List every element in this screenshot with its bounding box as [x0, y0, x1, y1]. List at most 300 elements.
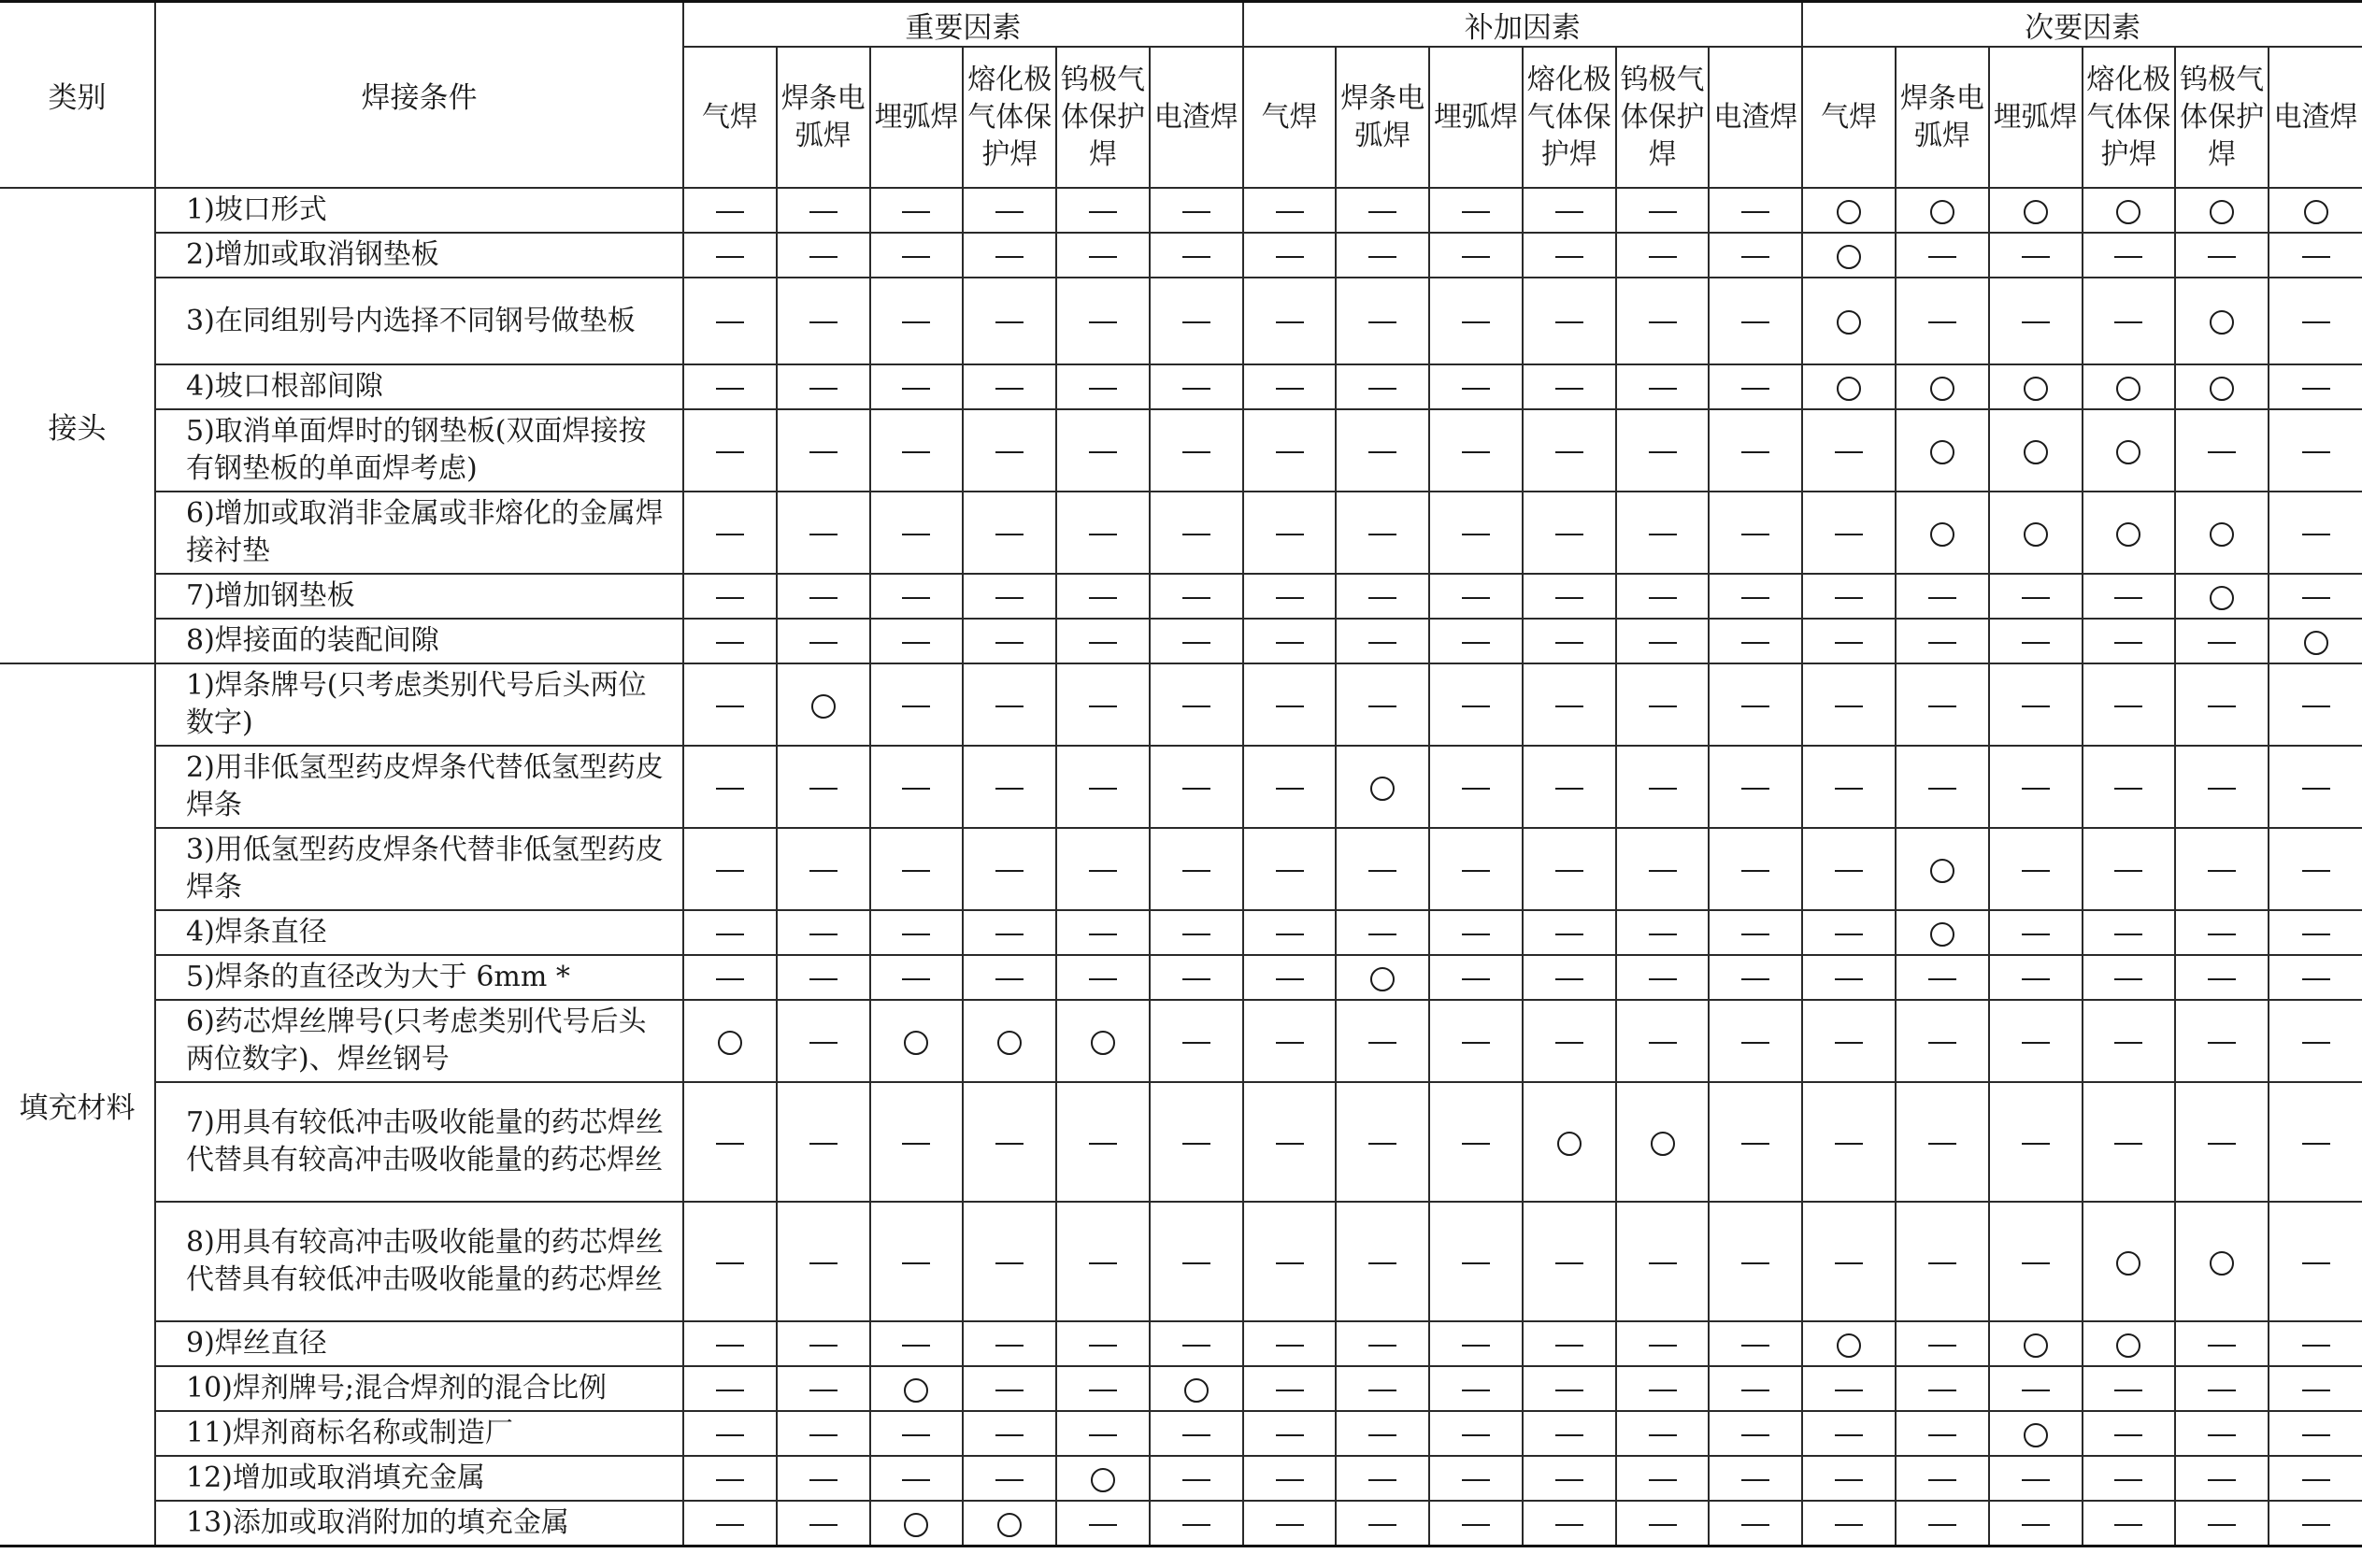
dash-mark — [1089, 256, 1117, 258]
mark-cell — [777, 1411, 870, 1456]
dash-mark — [1649, 1479, 1677, 1481]
dash-mark — [1276, 1390, 1304, 1391]
dash-mark — [809, 1434, 837, 1436]
circle-mark — [1930, 859, 1954, 883]
mark-cell — [1616, 1501, 1710, 1547]
dash-mark — [1928, 1479, 1956, 1481]
method-header: 钨极气体保护焊 — [1056, 47, 1150, 188]
dash-mark — [995, 1390, 1024, 1391]
dash-mark — [2302, 788, 2330, 790]
dash-mark — [2302, 1143, 2330, 1145]
dash-mark — [1089, 870, 1117, 872]
mark-cell — [1616, 1321, 1710, 1366]
mark-cell — [1150, 1202, 1243, 1321]
table-row — [0, 1202, 2362, 1321]
mark-cell — [1989, 233, 2083, 278]
dash-mark — [2022, 978, 2050, 980]
mark-cell — [1523, 409, 1616, 492]
mark-cell — [683, 910, 777, 955]
condition-cell: 6)药芯焊丝牌号(只考虑类别代号后头两位数字)、焊丝钢号 — [155, 1000, 683, 1082]
mark-cell — [1896, 1000, 1989, 1082]
mark-cell — [963, 828, 1056, 910]
mark-cell — [1056, 574, 1150, 619]
dash-mark — [809, 1042, 837, 1044]
dash-mark — [1835, 870, 1863, 872]
dash-mark — [716, 597, 744, 599]
dash-mark — [716, 706, 744, 707]
dash-mark — [1462, 934, 1490, 935]
dash-mark — [2208, 1042, 2236, 1044]
dash-mark — [1462, 978, 1490, 980]
dash-mark — [995, 1262, 1024, 1264]
mark-cell — [963, 910, 1056, 955]
table-row — [0, 233, 2362, 278]
dash-mark — [1928, 1390, 1956, 1391]
mark-cell — [1336, 409, 1429, 492]
dash-mark — [995, 1143, 1024, 1145]
dash-mark — [902, 321, 930, 323]
condition-cell: 5)取消单面焊时的钢垫板(双面焊接按有钢垫板的单面焊考虑) — [155, 409, 683, 492]
dash-mark — [902, 1262, 930, 1264]
mark-cell — [683, 188, 777, 233]
dash-mark — [1649, 256, 1677, 258]
mark-cell — [1523, 364, 1616, 409]
mark-cell — [963, 492, 1056, 574]
mark-cell — [1989, 746, 2083, 828]
circle-mark — [1370, 777, 1395, 801]
mark-cell — [777, 278, 870, 364]
circle-mark — [1091, 1468, 1115, 1492]
group-header-supplementary: 补加因素 — [1243, 2, 1803, 48]
dash-mark — [1089, 1434, 1117, 1436]
circle-mark — [1837, 245, 1861, 269]
dash-mark — [1368, 1524, 1396, 1526]
dash-mark — [1928, 706, 1956, 707]
mark-cell — [1523, 955, 1616, 1000]
mark-cell — [2083, 188, 2176, 233]
dash-mark — [1928, 1524, 1956, 1526]
dash-mark — [1276, 978, 1304, 980]
circle-mark — [997, 1513, 1022, 1537]
method-header: 熔化极气体保护焊 — [963, 47, 1056, 188]
dash-mark — [1649, 870, 1677, 872]
mark-cell — [870, 1082, 964, 1202]
dash-mark — [1555, 1390, 1583, 1391]
mark-cell — [1150, 278, 1243, 364]
dash-mark — [1182, 534, 1210, 535]
mark-cell — [1429, 1082, 1523, 1202]
dash-mark — [809, 534, 837, 535]
mark-cell — [1336, 1366, 1429, 1411]
mark-cell — [1150, 364, 1243, 409]
dash-mark — [1741, 1524, 1769, 1526]
dash-mark — [1741, 534, 1769, 535]
mark-cell — [963, 233, 1056, 278]
mark-cell — [963, 955, 1056, 1000]
mark-cell — [1989, 1082, 2083, 1202]
mark-cell — [777, 574, 870, 619]
mark-cell — [1896, 955, 1989, 1000]
dash-mark — [1649, 642, 1677, 644]
mark-cell — [1523, 1082, 1616, 1202]
mark-cell — [777, 233, 870, 278]
mark-cell — [1243, 955, 1337, 1000]
dash-mark — [995, 211, 1024, 213]
dash-mark — [1928, 256, 1956, 258]
dash-mark — [809, 1262, 837, 1264]
dash-mark — [1835, 978, 1863, 980]
dash-mark — [995, 388, 1024, 390]
mark-cell — [1429, 1456, 1523, 1501]
dash-mark — [716, 388, 744, 390]
mark-cell — [1523, 1501, 1616, 1547]
mark-cell — [683, 746, 777, 828]
dash-mark — [2022, 642, 2050, 644]
mark-cell — [683, 1321, 777, 1366]
mark-cell — [870, 278, 964, 364]
dash-mark — [2302, 256, 2330, 258]
mark-cell — [2269, 1082, 2362, 1202]
mark-cell — [1709, 910, 1802, 955]
table-row — [0, 278, 2362, 364]
dash-mark — [1835, 597, 1863, 599]
mark-cell — [1429, 574, 1523, 619]
dash-mark — [1649, 1524, 1677, 1526]
mark-cell — [2175, 492, 2269, 574]
dash-mark — [2208, 788, 2236, 790]
mark-cell — [1056, 1456, 1150, 1501]
dash-mark — [1649, 934, 1677, 935]
mark-cell — [963, 1000, 1056, 1082]
dash-mark — [716, 256, 744, 258]
dash-mark — [2208, 706, 2236, 707]
mark-cell — [2083, 910, 2176, 955]
mark-cell — [2175, 1501, 2269, 1547]
dash-mark — [1276, 451, 1304, 453]
mark-cell — [1709, 409, 1802, 492]
mark-cell — [1896, 619, 1989, 663]
dash-mark — [902, 788, 930, 790]
dash-mark — [2114, 321, 2142, 323]
table-row — [0, 1082, 2362, 1202]
dash-mark — [1089, 534, 1117, 535]
circle-mark — [1370, 967, 1395, 991]
condition-cell: 7)用具有较低冲击吸收能量的药芯焊丝代替具有较高冲击吸收能量的药芯焊丝 — [155, 1082, 683, 1202]
mark-cell — [1243, 1321, 1337, 1366]
mark-cell — [777, 1000, 870, 1082]
mark-cell — [683, 1456, 777, 1501]
dash-mark — [1462, 211, 1490, 213]
dash-mark — [716, 1262, 744, 1264]
mark-cell — [2175, 278, 2269, 364]
mark-cell — [1802, 188, 1896, 233]
dash-mark — [2114, 1042, 2142, 1044]
method-header: 熔化极气体保护焊 — [2083, 47, 2176, 188]
dash-mark — [1089, 706, 1117, 707]
mark-cell — [870, 1202, 964, 1321]
mark-cell — [2175, 619, 2269, 663]
mark-cell — [1616, 188, 1710, 233]
dash-mark — [2302, 534, 2330, 535]
dash-mark — [1089, 978, 1117, 980]
mark-cell — [963, 1082, 1056, 1202]
dash-mark — [1182, 388, 1210, 390]
dash-mark — [1462, 1262, 1490, 1264]
mark-cell — [1336, 492, 1429, 574]
dash-mark — [1555, 706, 1583, 707]
mark-cell — [1523, 1321, 1616, 1366]
dash-mark — [1182, 870, 1210, 872]
mark-cell — [1336, 663, 1429, 746]
dash-mark — [2302, 1434, 2330, 1436]
dash-mark — [1276, 642, 1304, 644]
dash-mark — [1276, 211, 1304, 213]
dash-mark — [809, 870, 837, 872]
dash-mark — [2302, 870, 2330, 872]
condition-cell: 3)在同组别号内选择不同钢号做垫板 — [155, 278, 683, 364]
dash-mark — [1555, 388, 1583, 390]
dash-mark — [809, 788, 837, 790]
mark-cell — [1802, 233, 1896, 278]
dash-mark — [1649, 706, 1677, 707]
dash-mark — [2302, 1042, 2330, 1044]
dash-mark — [995, 870, 1024, 872]
dash-mark — [1649, 597, 1677, 599]
mark-cell — [2269, 746, 2362, 828]
dash-mark — [1741, 321, 1769, 323]
dash-mark — [1276, 870, 1304, 872]
circle-mark — [1837, 200, 1861, 224]
mark-cell — [1243, 1366, 1337, 1411]
circle-mark — [997, 1031, 1022, 1055]
dash-mark — [995, 642, 1024, 644]
dash-mark — [995, 978, 1024, 980]
dash-mark — [1368, 597, 1396, 599]
mark-cell — [1243, 1000, 1337, 1082]
mark-cell — [1336, 1321, 1429, 1366]
dash-mark — [809, 1524, 837, 1526]
mark-cell — [2175, 1202, 2269, 1321]
dash-mark — [2208, 1390, 2236, 1391]
dash-mark — [1462, 870, 1490, 872]
mark-cell — [683, 663, 777, 746]
dash-mark — [1835, 934, 1863, 935]
dash-mark — [1555, 321, 1583, 323]
mark-cell — [2175, 1366, 2269, 1411]
mark-cell — [2083, 574, 2176, 619]
mark-cell — [2083, 1321, 2176, 1366]
mark-cell — [1243, 1202, 1337, 1321]
dash-mark — [1741, 256, 1769, 258]
condition-cell: 8)焊接面的装配间隙 — [155, 619, 683, 663]
dash-mark — [2302, 1390, 2330, 1391]
mark-cell — [1429, 1411, 1523, 1456]
mark-cell — [2269, 364, 2362, 409]
mark-cell — [1056, 1321, 1150, 1366]
mark-cell — [1523, 746, 1616, 828]
dash-mark — [1276, 706, 1304, 707]
dash-mark — [995, 788, 1024, 790]
dash-mark — [716, 211, 744, 213]
mark-cell — [1709, 955, 1802, 1000]
dash-mark — [2302, 978, 2330, 980]
dash-mark — [1368, 1434, 1396, 1436]
mark-cell — [1243, 233, 1337, 278]
dash-mark — [1835, 534, 1863, 535]
dash-mark — [716, 1479, 744, 1481]
dash-mark — [2302, 706, 2330, 707]
mark-cell — [2175, 1321, 2269, 1366]
mark-cell — [870, 828, 964, 910]
dash-mark — [716, 870, 744, 872]
mark-cell — [1523, 663, 1616, 746]
dash-mark — [716, 451, 744, 453]
mark-cell — [2269, 233, 2362, 278]
dash-mark — [1182, 1524, 1210, 1526]
mark-cell — [1523, 1366, 1616, 1411]
circle-mark — [1091, 1031, 1115, 1055]
circle-mark — [2210, 310, 2234, 335]
dash-mark — [1462, 1345, 1490, 1347]
circle-mark — [718, 1031, 742, 1055]
mark-cell — [2269, 1000, 2362, 1082]
dash-mark — [716, 1143, 744, 1145]
dash-mark — [1741, 1390, 1769, 1391]
mark-cell — [683, 1501, 777, 1547]
dash-mark — [2302, 1479, 2330, 1481]
dash-mark — [1555, 1434, 1583, 1436]
table-row — [0, 1501, 2362, 1547]
dash-mark — [1928, 1434, 1956, 1436]
circle-mark — [811, 694, 836, 719]
dash-mark — [1462, 451, 1490, 453]
dash-mark — [809, 934, 837, 935]
mark-cell — [1989, 278, 2083, 364]
mark-cell — [1150, 409, 1243, 492]
dash-mark — [1649, 321, 1677, 323]
dash-mark — [2022, 1042, 2050, 1044]
table-row — [0, 409, 2362, 492]
mark-cell — [1243, 619, 1337, 663]
mark-cell — [1709, 188, 1802, 233]
condition-cell: 2)用非低氢型药皮焊条代替低氢型药皮焊条 — [155, 746, 683, 828]
dash-mark — [2208, 1524, 2236, 1526]
mark-cell — [1429, 663, 1523, 746]
dash-mark — [1276, 534, 1304, 535]
dash-mark — [1276, 788, 1304, 790]
dash-mark — [1649, 211, 1677, 213]
dash-mark — [995, 451, 1024, 453]
dash-mark — [716, 1345, 744, 1347]
dash-mark — [2208, 1143, 2236, 1145]
mark-cell — [2269, 1366, 2362, 1411]
mark-cell — [2175, 910, 2269, 955]
dash-mark — [2022, 597, 2050, 599]
mark-cell — [963, 663, 1056, 746]
dash-mark — [2208, 1434, 2236, 1436]
mark-cell — [1056, 278, 1150, 364]
mark-cell — [1336, 1411, 1429, 1456]
dash-mark — [2022, 1524, 2050, 1526]
mark-cell — [777, 828, 870, 910]
mark-cell — [1802, 492, 1896, 574]
dash-mark — [1555, 978, 1583, 980]
dash-mark — [1368, 1143, 1396, 1145]
dash-mark — [1555, 211, 1583, 213]
dash-mark — [2208, 870, 2236, 872]
mark-cell — [777, 663, 870, 746]
dash-mark — [902, 597, 930, 599]
dash-mark — [1276, 1434, 1304, 1436]
table-row — [0, 663, 2362, 746]
mark-cell — [1056, 409, 1150, 492]
circle-mark — [1930, 522, 1954, 547]
dash-mark — [902, 1143, 930, 1145]
mark-cell — [963, 1411, 1056, 1456]
mark-cell — [683, 1411, 777, 1456]
dash-mark — [1835, 1434, 1863, 1436]
mark-cell — [683, 955, 777, 1000]
circle-mark — [1930, 922, 1954, 947]
mark-cell — [1802, 364, 1896, 409]
mark-cell — [870, 233, 964, 278]
dash-mark — [1462, 388, 1490, 390]
mark-cell — [1709, 619, 1802, 663]
dash-mark — [2114, 256, 2142, 258]
dash-mark — [2022, 870, 2050, 872]
dash-mark — [902, 534, 930, 535]
mark-cell — [2269, 574, 2362, 619]
method-header: 电渣焊 — [1709, 47, 1802, 188]
mark-cell — [2083, 233, 2176, 278]
mark-cell — [870, 910, 964, 955]
mark-cell — [1709, 1456, 1802, 1501]
dash-mark — [995, 256, 1024, 258]
mark-cell — [2269, 910, 2362, 955]
dash-mark — [902, 642, 930, 644]
group-header-important: 重要因素 — [683, 2, 1243, 48]
dash-mark — [1741, 597, 1769, 599]
condition-cell: 1)坡口形式 — [155, 188, 683, 233]
dash-mark — [1928, 1345, 1956, 1347]
table-row — [0, 955, 2362, 1000]
dash-mark — [2114, 1479, 2142, 1481]
mark-cell — [683, 233, 777, 278]
mark-cell — [1336, 1501, 1429, 1547]
mark-cell — [1243, 746, 1337, 828]
condition-cell: 4)焊条直径 — [155, 910, 683, 955]
condition-cell: 2)增加或取消钢垫板 — [155, 233, 683, 278]
group-header-minor: 次要因素 — [1802, 2, 2362, 48]
dash-mark — [716, 934, 744, 935]
mark-cell — [2175, 188, 2269, 233]
condition-column-header: 焊接条件 — [155, 2, 683, 189]
mark-cell — [1523, 188, 1616, 233]
dash-mark — [1276, 1524, 1304, 1526]
dash-mark — [1276, 1345, 1304, 1347]
mark-cell — [1802, 1456, 1896, 1501]
dash-mark — [1649, 978, 1677, 980]
dash-mark — [1182, 211, 1210, 213]
mark-cell — [1989, 619, 2083, 663]
mark-cell — [1056, 910, 1150, 955]
dash-mark — [1928, 788, 1956, 790]
mark-cell — [1056, 1501, 1150, 1547]
mark-cell — [1056, 233, 1150, 278]
dash-mark — [1649, 1434, 1677, 1436]
mark-cell — [683, 278, 777, 364]
mark-cell — [1896, 233, 1989, 278]
